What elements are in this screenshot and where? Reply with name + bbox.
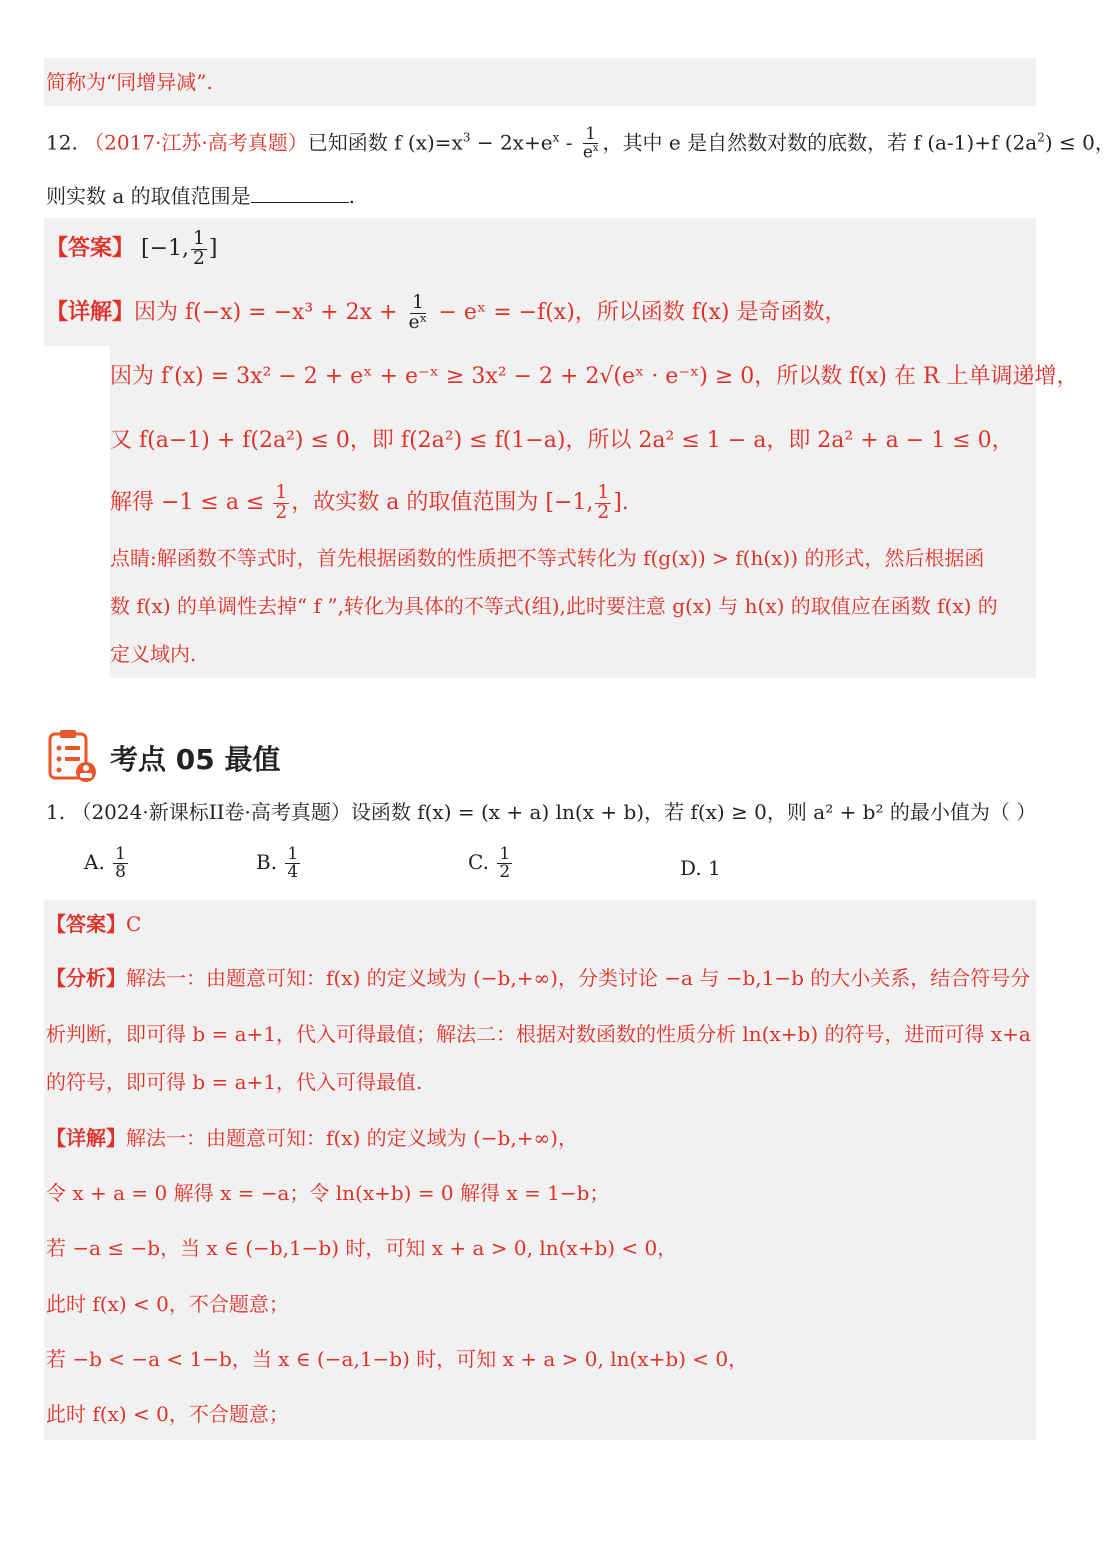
q12-stem-c: -: [559, 130, 579, 155]
q1-detail-line6: 此时 f(x) < 0，不合题意；: [46, 1402, 289, 1426]
q1-detail-line2: 令 x + a = 0 解得 x = −a；令 ln(x+b) = 0 解得 x = 1−b；: [46, 1181, 610, 1205]
q1-stem: [46, 800, 1036, 824]
q1-detail-line5: 若 −b < −a < 1−b，当 x ∈ (−a,1−b) 时，可知 x + a > 0, ln(x+b) < 0，: [46, 1347, 749, 1371]
q1-stem-text: 设函数 f(x) = (x + a) ln(x + b)，若 f(x) ≥ 0，则 a² + b² 的最小值为（ ）: [350, 800, 1037, 824]
q12-stem-e: ) ≤ 0，: [1044, 130, 1115, 155]
q1-detail-line3: 若 −a ≤ −b，当 x ∈ (−b,1−b) 时，可知 x + a > 0, ln(x+b) < 0，: [46, 1236, 678, 1260]
q12-detail-line4: 解得 −1 ≤ a ≤ $\frac{1}{2}$ ，故实数 a 的取值范围为 [−1, $\frac{1}{2}$ ].: [110, 482, 629, 523]
q1-number: 1.: [46, 800, 66, 824]
q12-stem-a: 已知函数 f (x)=x: [307, 130, 463, 155]
q12-tip-line2: 数 f(x) 的单调性去掉“ f ”,转化为具体的不等式(组),此时要注意 g(x) 与 h(x) 的取值应在函数 f(x) 的: [110, 594, 998, 618]
q12-number: 12.: [46, 130, 78, 155]
answer-value: [−1, $\frac{1}{2}$ ]: [141, 228, 218, 269]
q12-stem-line1: 12. （2017·江苏·高考真题）已知函数 f $(x)=x^3 - 2x+e^x$ - $\frac{1}{e^x}$ ，其中 e 是自然数对数的底数，若 f (a-1)+f $(2a^2) \le 0$，: [46, 124, 1115, 163]
q1-option-d: D. 1: [680, 856, 721, 880]
q1-source: （2024·新课标II卷·高考真题）: [71, 800, 351, 824]
q1-analysis-line1: 【分析】解法一：由题意可知：f(x) 的定义域为 (−b,+∞)，分类讨论 −a 与 −b,1−b 的大小关系，结合符号分: [46, 966, 1031, 990]
answer-tag: 【答案】: [46, 235, 135, 262]
q12-tip-line1: 点睛:解函数不等式时，首先根据函数的性质把不等式转化为 f(g(x)) > f(h(x)) 的形式，然后根据函: [110, 546, 985, 570]
q12-detail-line3: 又 f(a−1) + f(2a²) ≤ 0，即 f(2a²) ≤ f(1−a)，所以 2a² ≤ 1 − a，即 2a² + a − 1 ≤ 0，: [110, 428, 1014, 453]
q12-stem-line2: 则实数 a 的取值范围是 .: [46, 184, 355, 208]
q1-detail-line1: 【详解】解法一：由题意可知：f(x) 的定义域为 (−b,+∞)，: [46, 1126, 578, 1150]
answer-blank: [251, 182, 349, 203]
q12-stem-d: ，其中 e 是自然数对数的底数，若 f (a-1)+f (2a: [602, 130, 1038, 155]
q1-option-c: C. $\frac{1}{2}$: [468, 844, 511, 882]
top-note: 简称为“同增异减”.: [46, 70, 213, 94]
q12-fraction: $\frac{1}{e^x}$: [582, 124, 599, 163]
section-title: 考点 05 最值: [110, 743, 281, 776]
detail-tag: 【详解】: [46, 299, 135, 326]
q1-detail-line4: 此时 f(x) < 0，不合题意；: [46, 1292, 289, 1316]
q1-answer: 【答案】C: [46, 912, 142, 936]
q12-stem-b: − 2x+e: [470, 130, 553, 155]
checklist-icon: [46, 728, 98, 784]
q12-answer: [46, 230, 218, 268]
q12-source: （2017·江苏·高考真题）: [84, 130, 308, 155]
q1-analysis-line2: 析判断，即可得 b = a+1，代入可得最值；解法二：根据对数函数的性质分析 ln(x+b) 的符号，进而可得 x+a: [46, 1022, 1031, 1046]
q1-option-b: B. $\frac{1}{4}$: [256, 844, 299, 882]
q12-tip-line3: 定义域内.: [110, 642, 197, 666]
q1-analysis-line3: 的符号，即可得 b = a+1，代入可得最值.: [46, 1070, 423, 1094]
q12-detail-line2: 因为 f′(x) = 3x² − 2 + eˣ + e⁻ˣ ≥ 3x² − 2 + 2√(eˣ · e⁻ˣ) ≥ 0，所以数 f(x) 在 R 上单调递增，: [110, 364, 1079, 389]
q12-detail-line1: 【详解】因为 f(−x) = −x³ + 2x + $\frac{1}{\text{eˣ}}$ − eˣ = −f(x)，所以函数 f(x) 是奇函数，: [46, 292, 847, 333]
q1-option-a: A. $\frac{1}{8}$: [84, 844, 126, 882]
